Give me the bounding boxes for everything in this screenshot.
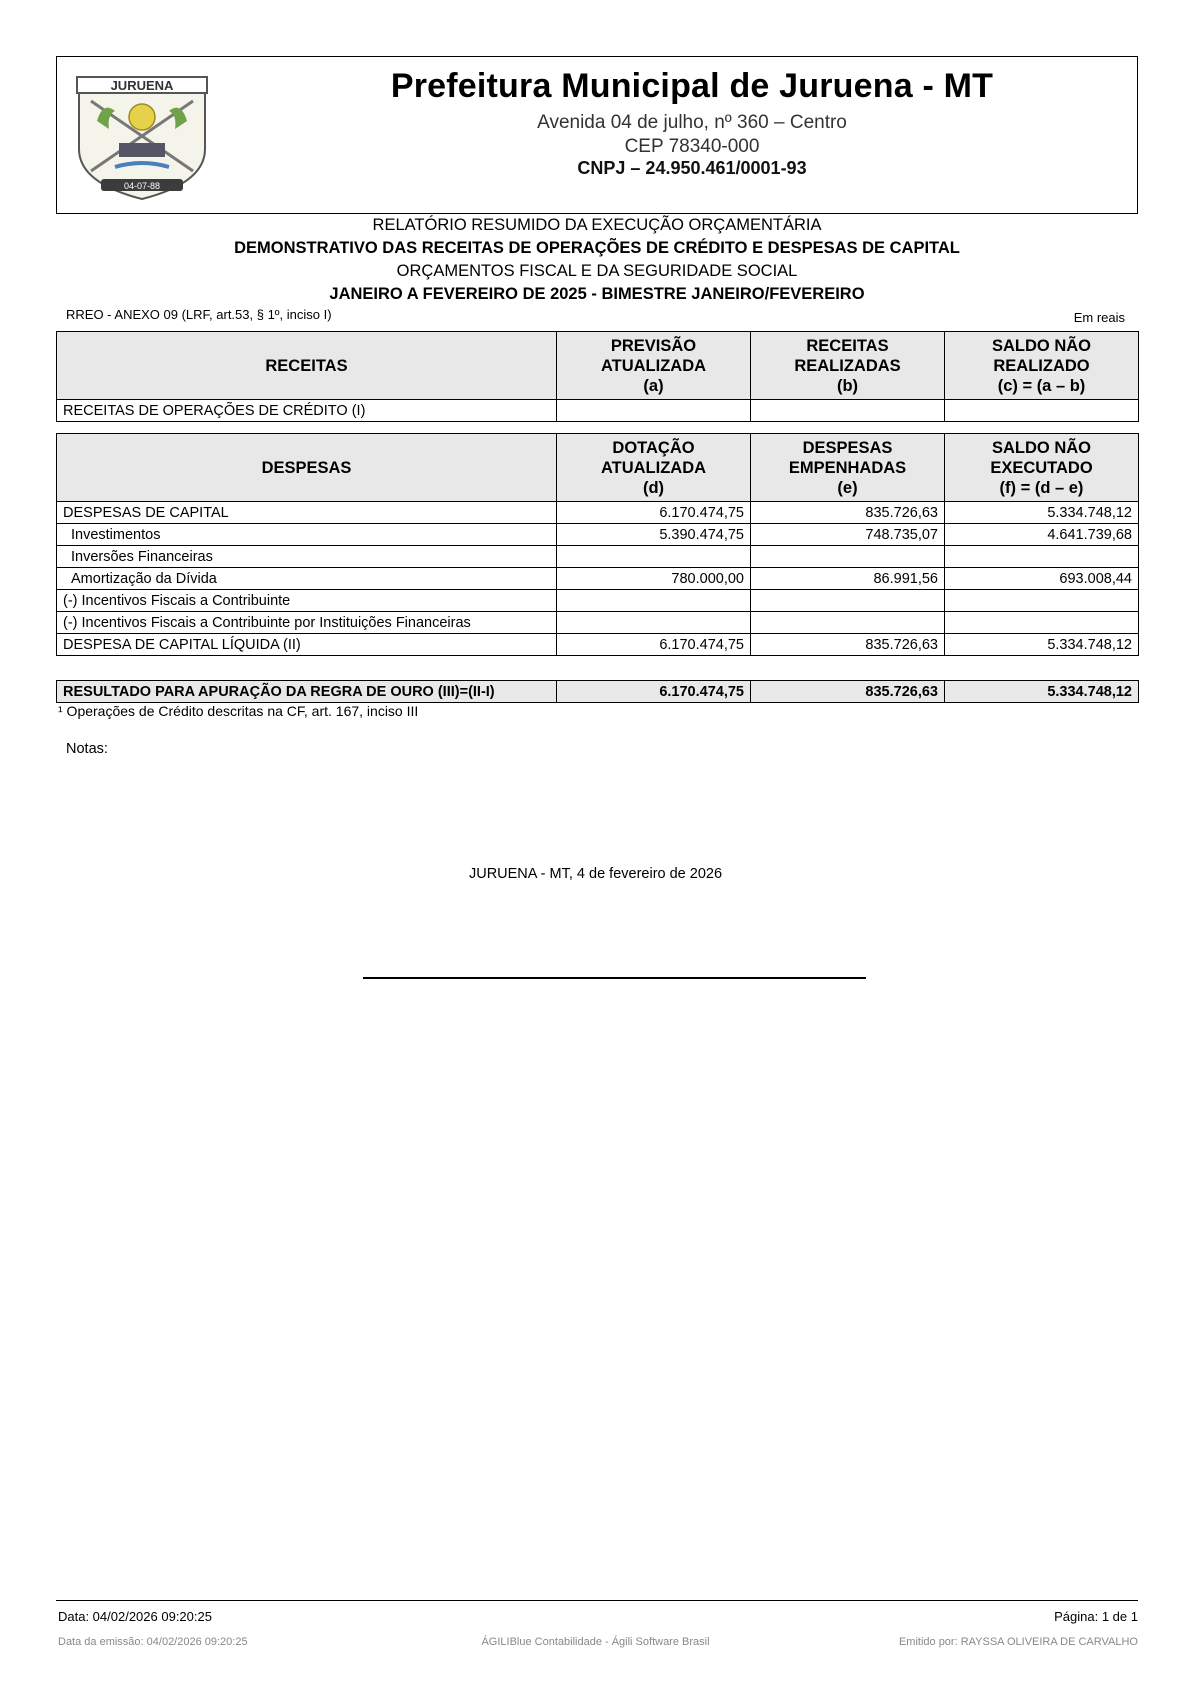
footer-issued-by: Emitido por: RAYSSA OLIVEIRA DE CARVALHO bbox=[898, 1636, 1138, 1648]
table-row bbox=[57, 634, 1139, 656]
cell-f: 693.008,44 bbox=[945, 568, 1139, 590]
row-label: (-) Incentivos Fiscais a Contribuinte por Instituições Financeiras bbox=[57, 612, 557, 634]
despesas-table bbox=[56, 433, 1139, 656]
table-row bbox=[57, 568, 1139, 590]
row-label: (-) Incentivos Fiscais a Contribuinte bbox=[57, 590, 557, 612]
despesas-header-label: DESPESAS bbox=[57, 434, 557, 502]
cnpj: CNPJ – 24.950.461/0001-93 bbox=[577, 158, 807, 178]
cell-e bbox=[751, 546, 945, 568]
resultado-table bbox=[56, 680, 1139, 703]
cell-e bbox=[751, 612, 945, 634]
previsao-header: PREVISÃO ATUALIZADA (a) bbox=[557, 332, 751, 400]
seal-date: 04-07-88 bbox=[123, 181, 161, 191]
cell-d: 5.390.474,75 bbox=[557, 524, 751, 546]
cell-e: 86.991,56 bbox=[751, 568, 945, 590]
table-row bbox=[57, 546, 1139, 568]
row-label: Amortização da Dívida bbox=[57, 568, 557, 590]
cell-c bbox=[945, 400, 1139, 422]
footer-emission-date: Data da emissão: 04/02/2026 09:20:25 bbox=[58, 1636, 248, 1648]
resultado-f: 5.334.748,12 bbox=[945, 681, 1139, 703]
report-title-1: RELATÓRIO RESUMIDO DA EXECUÇÃO ORÇAMENTÁRIA bbox=[372, 216, 822, 234]
footer-date: Data: 04/02/2026 09:20:25 bbox=[58, 1609, 212, 1624]
cell-d: 780.000,00 bbox=[557, 568, 751, 590]
address: Avenida 04 de julho, nº 360 – Centro bbox=[537, 112, 847, 133]
cell-f bbox=[945, 590, 1139, 612]
report-title-2: DEMONSTRATIVO DAS RECEITAS DE OPERAÇÕES DE CRÉDITO E DESPESAS DE CAPITAL bbox=[234, 239, 960, 257]
cell-d: 6.170.474,75 bbox=[557, 502, 751, 524]
report-title-3: ORÇAMENTOS FISCAL E DA SEGURIDADE SOCIAL bbox=[396, 262, 798, 280]
dotacao-header: DOTAÇÃO ATUALIZADA (d) bbox=[557, 434, 751, 502]
realizadas-header: RECEITAS REALIZADAS (b) bbox=[751, 332, 945, 400]
table-row bbox=[57, 612, 1139, 634]
cell-e: 748.735,07 bbox=[751, 524, 945, 546]
table-row bbox=[57, 502, 1139, 524]
place-date: JURUENA - MT, 4 de fevereiro de 2026 bbox=[468, 866, 723, 882]
annex-reference: RREO - ANEXO 09 (LRF, art.53, § 1º, inciso I) bbox=[66, 307, 332, 322]
cell-f: 5.334.748,12 bbox=[945, 502, 1139, 524]
cell-a bbox=[557, 400, 751, 422]
table-row bbox=[57, 524, 1139, 546]
table-row bbox=[57, 590, 1139, 612]
seal-name: JURUENA bbox=[110, 78, 174, 93]
row-label: RECEITAS DE OPERAÇÕES DE CRÉDITO (I) bbox=[57, 400, 557, 422]
cell-d bbox=[557, 590, 751, 612]
report-title-4: JANEIRO A FEVEREIRO DE 2025 - BIMESTRE JANEIRO/FEVEREIRO bbox=[329, 285, 865, 303]
cell-b bbox=[751, 400, 945, 422]
footer-software: ÁGILIBlue Contabilidade - Ágili Software Brasil bbox=[481, 1636, 710, 1648]
resultado-label: RESULTADO PARA APURAÇÃO DA REGRA DE OURO (III)=(II-I) bbox=[57, 681, 557, 703]
municipal-seal-icon bbox=[71, 71, 213, 205]
receitas-table bbox=[56, 331, 1139, 422]
cell-e: 835.726,63 bbox=[751, 502, 945, 524]
notes-label: Notas: bbox=[66, 741, 108, 757]
cep: CEP 78340-000 bbox=[624, 136, 760, 157]
letterhead bbox=[56, 56, 1138, 214]
cell-f: 4.641.739,68 bbox=[945, 524, 1139, 546]
row-label: Investimentos bbox=[57, 524, 557, 546]
cell-e bbox=[751, 590, 945, 612]
footer-page-number: Página: 1 de 1 bbox=[1054, 1609, 1138, 1624]
cell-f bbox=[945, 546, 1139, 568]
cell-f: 5.334.748,12 bbox=[945, 634, 1139, 656]
table-row bbox=[57, 400, 1139, 422]
cell-f bbox=[945, 612, 1139, 634]
resultado-d: 6.170.474,75 bbox=[557, 681, 751, 703]
empenhadas-header: DESPESAS EMPENHADAS (e) bbox=[751, 434, 945, 502]
currency-note: Em reais bbox=[1073, 310, 1125, 325]
row-label: DESPESAS DE CAPITAL bbox=[57, 502, 557, 524]
row-label: DESPESA DE CAPITAL LÍQUIDA (II) bbox=[57, 634, 557, 656]
saldo-executado-header: SALDO NÃO EXECUTADO (f) = (d – e) bbox=[945, 434, 1139, 502]
saldo-realizado-header: SALDO NÃO REALIZADO (c) = (a – b) bbox=[945, 332, 1139, 400]
cell-d bbox=[557, 546, 751, 568]
cell-e: 835.726,63 bbox=[751, 634, 945, 656]
cell-d: 6.170.474,75 bbox=[557, 634, 751, 656]
cell-d bbox=[557, 612, 751, 634]
resultado-row bbox=[57, 681, 1139, 703]
receitas-header-label: RECEITAS bbox=[57, 332, 557, 400]
resultado-e: 835.726,63 bbox=[751, 681, 945, 703]
municipality-title: Prefeitura Municipal de Juruena - MT bbox=[390, 67, 994, 105]
signature-line bbox=[363, 977, 866, 979]
footer-divider bbox=[56, 1600, 1138, 1601]
row-label: Inversões Financeiras bbox=[57, 546, 557, 568]
footnote: ¹ Operações de Crédito descritas na CF, art. 167, inciso III bbox=[58, 703, 419, 719]
